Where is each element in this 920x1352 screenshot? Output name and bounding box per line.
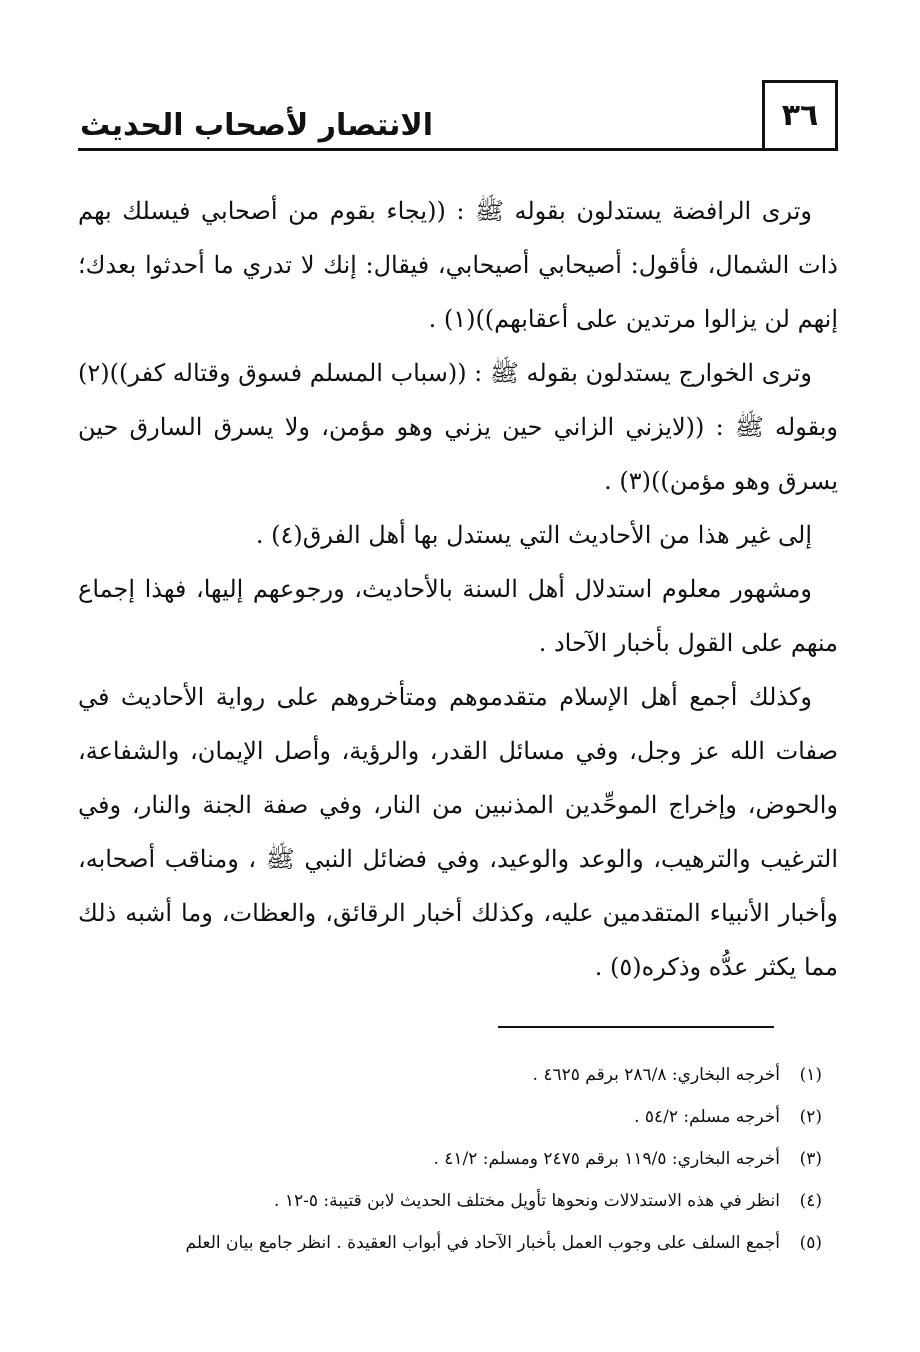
footnote (78, 1180, 838, 1222)
running-header-title: الانتصار لأصحاب الحديث (80, 108, 433, 143)
footnote-number: (١) (799, 1065, 822, 1085)
footnote (78, 1138, 838, 1180)
footnote (78, 1054, 838, 1096)
footnote-separator (498, 1026, 774, 1028)
paragraph-consensus: وكذلك أجمع أهل الإسلام متقدموهم ومتأخروهم على رواية الأحاديث في صفات الله عز وجل، وفي مسائل القدر، والرؤية، وأصل الإيمان، والشفاعة، والحوض، وإخراج الموحِّدين المذنبين من النار، وفي صفة الجنة والنار، وفي الترغيب والترهيب، والوعد والوعيد، وفي فضائل النبي ﷺ ، ومناقب أصحابه، وأخبار الأنبياء المتقدمين عليه، وكذلك أخبار الرقائق، والعظات، وما أشبه ذلك مما يكثر عدُّه وذكره(٥) . (78, 683, 838, 981)
main-text (78, 184, 838, 994)
footnote-text: انظر في هذه الاستدلالات ونحوها تأويل مختلف الحديث لابن قتيبة: ٥-١٢ . (274, 1191, 780, 1211)
paragraph-sects: إلى غير هذا من الأحاديث التي يستدل بها أهل الفرق(٤) . (255, 521, 812, 549)
footnotes (78, 1054, 838, 1264)
paragraph-ahl-sunnah: ومشهور معلوم استدلال أهل السنة بالأحاديث، ورجوعهم إليها، فهذا إجماع منهم على القول بأخبار الآحاد . (78, 575, 838, 657)
footnote-text: أجمع السلف على وجوب العمل بأخبار الآحاد في أبواب العقيدة . انظر جامع بيان العلم (185, 1233, 780, 1253)
paragraph-rafida: وترى الرافضة يستدلون بقوله ﷺ : ((يجاء بقوم من أصحابي فيسلك بهم ذات الشمال، فأقول: أصيحابي أصيحابي، فيقال: إنك لا تدري ما أحدثوا بعدك؛ إنهم لن يزالوا مرتدين على أعقابهم))(١) . (78, 197, 838, 333)
page-number: ٣٦ (781, 98, 819, 133)
footnote-text: أخرجه مسلم: ٥٤/٢ . (634, 1107, 780, 1127)
footnote (78, 1222, 838, 1264)
footnote (78, 1096, 838, 1138)
page-number-box (762, 80, 838, 148)
paragraph-khawarij: وترى الخوارج يستدلون بقوله ﷺ : ((سباب المسلم فسوق وقتاله كفر))(٢) وبقوله ﷺ : ((لايزني الزاني حين يزني وهو مؤمن، ولا يسرق السارق حين يسرق وهو مؤمن))(٣) . (78, 359, 838, 495)
footnote-number: (٤) (799, 1191, 822, 1211)
footnote-number: (٥) (799, 1233, 822, 1253)
footnote-number: (٢) (799, 1107, 822, 1127)
footnote-text: أخرجه البخاري: ١١٩/٥ برقم ٢٤٧٥ ومسلم: ٤١/٢ . (433, 1149, 780, 1169)
footnote-text: أخرجه البخاري: ٢٨٦/٨ برقم ٤٦٢٥ . (532, 1065, 780, 1085)
header-rule (78, 148, 838, 151)
footnote-number: (٣) (799, 1149, 822, 1169)
